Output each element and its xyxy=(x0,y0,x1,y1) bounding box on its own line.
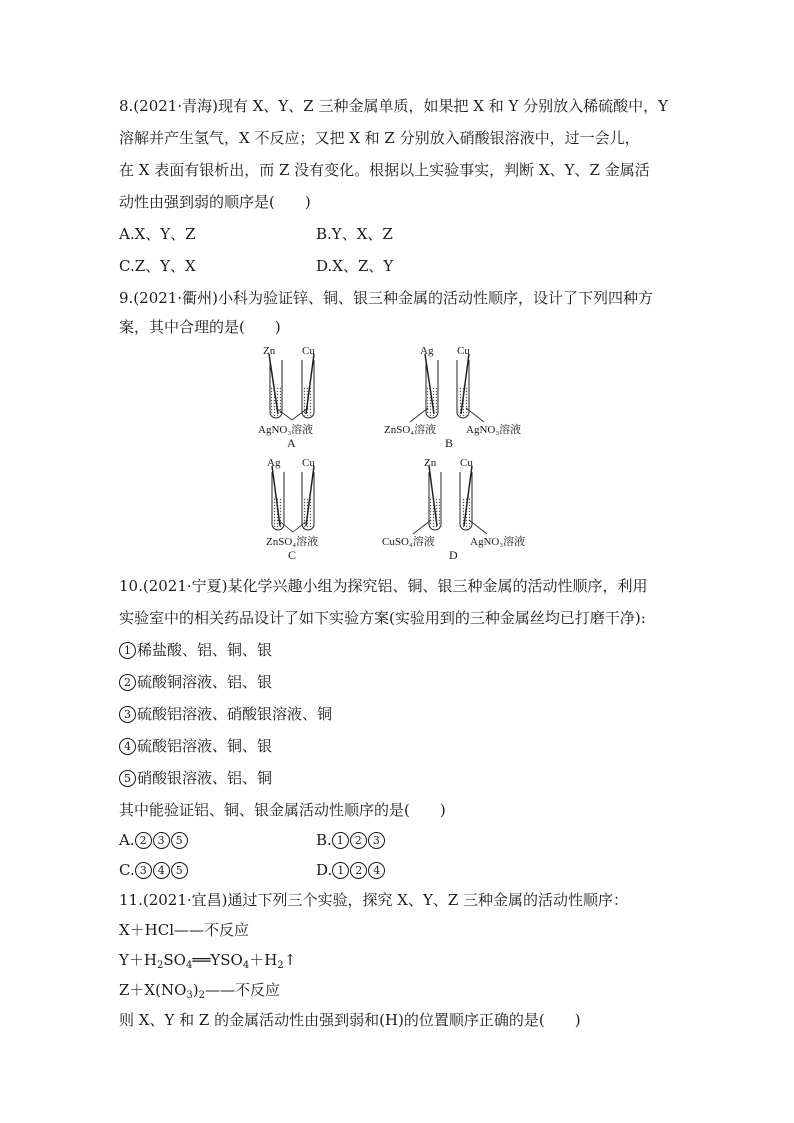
fig-b-solution-1-label: ZnSO₄溶液 xyxy=(384,424,437,436)
q8-option-a: A.X、Y、Z xyxy=(119,225,196,243)
circled-number: 3 xyxy=(119,706,136,723)
q8-line-1: 8.(2021·青海)现有 X、Y、Z 三种金属单质，如果把 X 和 Y 分别放入稀硫酸中，Y xyxy=(119,97,669,115)
q10-option-d: D. 1 2 4 xyxy=(316,860,386,880)
q10-item-5: 5 硝酸银溶液、铝、铜 xyxy=(119,768,272,788)
q10-item-3: 3 硫酸铝溶液、硝酸银溶液、铜 xyxy=(119,704,332,724)
q8-option-d: D.X、Z、Y xyxy=(316,257,394,275)
fig-b-solution-2-label: AgNO₃溶液 xyxy=(466,424,522,436)
fig-b-label: B xyxy=(445,436,454,450)
circled-number: 4 xyxy=(119,738,136,755)
fig-c-metal-2: Cu xyxy=(302,457,315,469)
fig-d-metal-1: Zn xyxy=(424,457,437,469)
figure-b xyxy=(384,345,521,450)
q11-equation-2: $Y+H_2SO_4══YSO_4+H_2↑$ xyxy=(119,951,297,971)
q10-option-b: B. 1 2 3 xyxy=(316,830,386,850)
fig-a-solution-label: AgNO₃溶液 xyxy=(258,424,314,436)
circled-number: 5 xyxy=(119,770,136,787)
q10-question: 其中能验证铝、铜、银金属活动性顺序的是( ) xyxy=(119,801,446,819)
q8-line-3: 在 X 表面有银析出，而 Z 没有变化。根据以上实验事实，判断 X、Y、Z 金属活 xyxy=(119,161,650,179)
q8-option-c: C.Z、Y、X xyxy=(119,257,196,275)
gas-arrow-icon: ↑ xyxy=(283,951,297,969)
q11-equation-3: $Z+X(NO_3)_2——$不反应 xyxy=(119,981,281,1001)
fig-c-label: C xyxy=(288,548,297,562)
q8-line-2: 溶解并产生氢气，X 不反应；又把 X 和 Z 分别放入硝酸银溶液中，过一会儿， xyxy=(119,129,640,147)
q10-item-4: 4 硫酸铝溶液、铜、银 xyxy=(119,736,272,756)
q11-equation-1: X＋HCl——不反应 xyxy=(119,921,250,939)
q11-question: 则 X、Y 和 Z 的金属活动性由强到弱和(H)的位置顺序正确的是( ) xyxy=(119,1011,581,1029)
q9-experiment-figure xyxy=(0,336,794,566)
q11-intro: 11.(2021·宜昌)通过下列三个实验，探究 X、Y、Z 三种金属的活动性顺序： xyxy=(119,891,629,909)
q10-line-2: 实验室中的相关药品设计了如下实验方案(实验用到的三种金属丝均已打磨干净): xyxy=(119,609,646,627)
q9-line-1: 9.(2021·衢州)小科为验证锌、铜、银三种金属的活动性顺序，设计了下列四种方 xyxy=(119,289,653,307)
fig-c-metal-1: Ag xyxy=(267,457,281,469)
fig-b-metal-1: Ag xyxy=(420,345,434,357)
figure-d xyxy=(382,457,525,562)
q10-item-1: 1 稀盐酸、铝、铜、银 xyxy=(119,640,272,660)
circled-number: 2 xyxy=(119,674,136,691)
q8-line-4: 动性由强到弱的顺序是( ) xyxy=(119,193,311,211)
q10-option-a: A. 2 3 5 xyxy=(119,830,189,850)
fig-d-label: D xyxy=(449,548,458,562)
q10-item-2: 2 硫酸铜溶液、铝、银 xyxy=(119,672,272,692)
q10-option-c: C. 3 4 5 xyxy=(119,860,189,880)
fig-b-metal-2: Cu xyxy=(457,345,470,357)
fig-c-solution-label: ZnSO₄溶液 xyxy=(266,536,319,548)
fig-a-metal-2: Cu xyxy=(302,345,315,357)
fig-a-label: A xyxy=(287,436,296,450)
q10-line-1: 10.(2021·宁夏)某化学兴趣小组为探究铝、铜、银三种金属的活动性顺序，利用 xyxy=(119,577,648,595)
figure-a xyxy=(258,345,315,450)
q8-option-b: B.Y、X、Z xyxy=(316,225,393,243)
fig-a-metal-1: Zn xyxy=(263,345,276,357)
q9-line-2: 案，其中合理的是( ) xyxy=(119,318,281,336)
fig-d-solution-1-label: CuSO₄溶液 xyxy=(382,536,435,548)
figure-c xyxy=(266,457,318,562)
circled-number: 1 xyxy=(119,642,136,659)
fig-d-solution-2-label: AgNO₃溶液 xyxy=(470,536,526,548)
fig-d-metal-2: Cu xyxy=(460,457,473,469)
